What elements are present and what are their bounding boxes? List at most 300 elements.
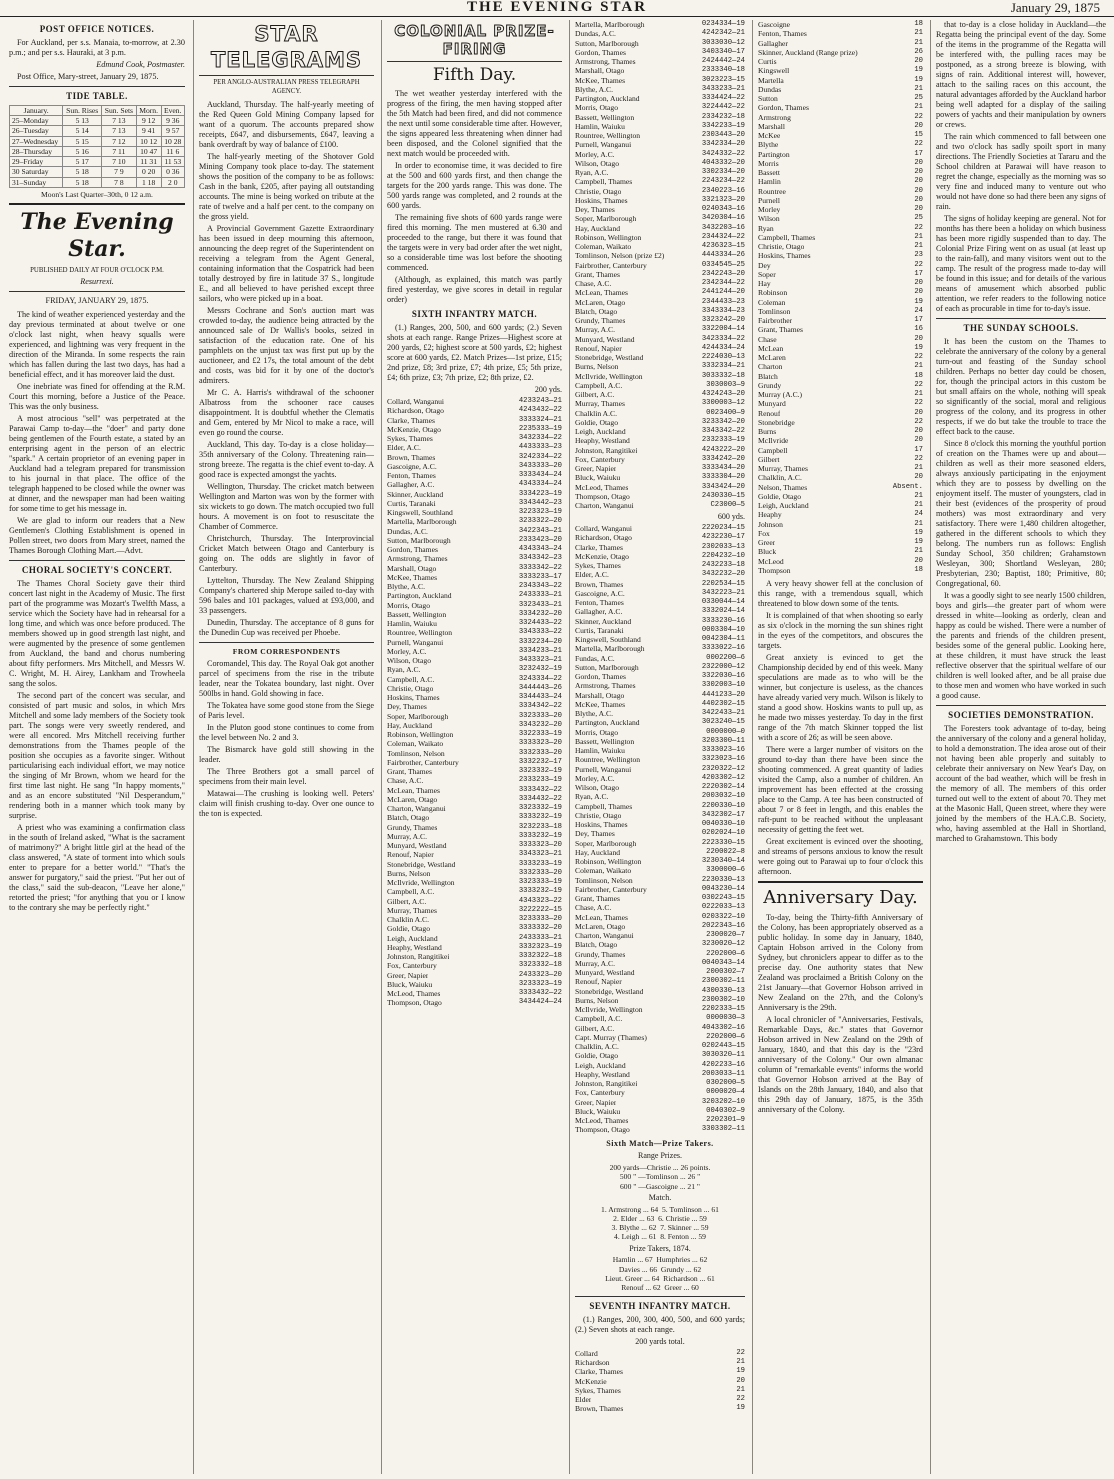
competitor-name: Curtis, Taranaki bbox=[387, 498, 436, 508]
score-value: 19 bbox=[914, 538, 923, 546]
competitor-name: Brown, Thames bbox=[575, 579, 624, 589]
score-value: 3023223—15 bbox=[701, 75, 745, 84]
masthead-title: THE EVENING STAR bbox=[466, 0, 648, 15]
score-row bbox=[575, 224, 745, 233]
tide-column-header: January. bbox=[10, 105, 63, 115]
competitor-name: Munyard bbox=[758, 399, 786, 409]
score-value: 3343232—20 bbox=[518, 720, 562, 729]
score-row bbox=[575, 251, 745, 260]
score-row bbox=[575, 131, 745, 140]
score-value: 0334545—25 bbox=[701, 260, 745, 269]
score-value: 3233323—19 bbox=[518, 979, 562, 988]
score-value: 3444443—26 bbox=[518, 683, 562, 692]
competitor-name: Nelson, Thames bbox=[758, 482, 808, 492]
tide-note: Moon's Last Quarter–30th, 0 12 a.m. bbox=[41, 189, 153, 199]
score-row bbox=[387, 758, 562, 767]
competitor-name: Murray, Thames bbox=[575, 399, 625, 409]
news-paragraph: A most atrocious "sell" was perpetrated at the Parawai Camp to-day—the "doer" and party done being gentlemen of the Fourth estate, a stated by an enterprising agent in the person of an electric "spark." A certain proprietor of an evening paper in Auckland had a telegram prepared for transmission to his journal in that place. The office of the telegraph happened to be closed while the owner was at dinner, and the newspaper man had been waiting for some time to get his message in. bbox=[9, 414, 185, 514]
score-value: 2334232—18 bbox=[701, 112, 745, 121]
anniversary-title: Anniversary Day. bbox=[763, 887, 918, 908]
fifth-day-title: Fifth Day. bbox=[432, 64, 517, 85]
score-row bbox=[575, 561, 745, 570]
score-row bbox=[758, 251, 923, 260]
score-value: 3323332—19 bbox=[518, 767, 562, 776]
score-row bbox=[387, 638, 562, 647]
score-value: 2300302—11 bbox=[701, 977, 745, 986]
score-row bbox=[387, 554, 562, 563]
score-row bbox=[387, 897, 562, 906]
score-value: 4244334—24 bbox=[701, 343, 745, 352]
score-list bbox=[758, 20, 923, 575]
score-value: 2300302—10 bbox=[701, 995, 745, 1004]
score-value: 0000020—4 bbox=[706, 1088, 745, 1097]
score-row bbox=[387, 767, 562, 776]
telegram-paragraph: A Provincial Government Gazette Extraordinary has been issued in deep mourning this afternoon, announcing the deep regret of the Superintendent on receiving a telegram from the Agent General, containing information that the Cospatrick had been totally destroyed by fire in latitude 37 S., longitude E., and all believed to have perished except three sailors, who were picked up in a boat. bbox=[199, 223, 374, 303]
score-value: 3333022—16 bbox=[701, 644, 745, 653]
score-value: 19 bbox=[914, 528, 923, 537]
score-value: 24 bbox=[914, 510, 923, 519]
tide-table bbox=[9, 105, 185, 188]
score-value: 3322030—16 bbox=[701, 672, 745, 680]
competitor-name: McLaren bbox=[758, 353, 786, 362]
competitor-name: Dundas, A.C. bbox=[387, 526, 428, 536]
score-row bbox=[575, 501, 745, 510]
score-row bbox=[575, 774, 745, 783]
score-value: 3432223—21 bbox=[701, 588, 745, 597]
score-value: 3323433—21 bbox=[518, 600, 562, 609]
competitor-name: Robinson, Wellington bbox=[387, 730, 454, 740]
competitor-name: Rountree, Wellington bbox=[575, 755, 641, 765]
score-row bbox=[575, 279, 745, 288]
score-value: 0040330—10 bbox=[701, 820, 745, 828]
competitor-name: Munyard, Westland bbox=[575, 334, 635, 344]
societies-article bbox=[936, 724, 1106, 844]
competitor-name: Murray (A.C.) bbox=[758, 390, 803, 399]
score-row bbox=[387, 989, 562, 998]
score-row bbox=[575, 196, 745, 205]
score-value: 21 bbox=[914, 464, 923, 472]
competitor-name: Hamlin, Waiuku bbox=[387, 619, 437, 629]
score-row bbox=[575, 931, 745, 940]
competitor-name: Blatch, Otago bbox=[387, 813, 430, 823]
score-value: 3224442—22 bbox=[701, 103, 745, 112]
prize-line: Lieut. Greer ... 64 Richardson ... 61 bbox=[605, 1273, 715, 1283]
competitor-name: Dey, Thames bbox=[575, 829, 615, 839]
score-value: 3432334—22 bbox=[518, 434, 562, 443]
competitor-name: McLeod, Thames bbox=[575, 1116, 629, 1125]
score-value: 4242342—21 bbox=[701, 29, 745, 38]
score-row bbox=[758, 288, 923, 297]
score-value: 0202024—10 bbox=[701, 829, 745, 838]
competitor-name: Rountree, Wellington bbox=[387, 628, 453, 638]
score-value: 3432203—16 bbox=[701, 223, 745, 232]
score-value: 3433323—21 bbox=[518, 656, 562, 665]
column-1 bbox=[4, 20, 190, 1474]
correspondent-reports bbox=[199, 659, 374, 819]
score-row bbox=[758, 57, 923, 66]
competitor-name: Blatch bbox=[758, 371, 778, 381]
score-value: 3334223—19 bbox=[518, 489, 562, 498]
score-value: 0042304—11 bbox=[701, 635, 745, 643]
competitor-name: Morley, A.C. bbox=[575, 773, 615, 783]
competitor-name: Stonebridge, Westland bbox=[387, 859, 456, 869]
choral-article bbox=[9, 579, 185, 913]
score-row bbox=[575, 168, 745, 177]
score-row bbox=[387, 712, 562, 721]
score-value: 3423334—22 bbox=[701, 334, 745, 343]
competitor-name: McLean, Thames bbox=[575, 288, 628, 298]
score-row bbox=[387, 582, 562, 591]
seventh-match-description: (1.) Ranges, 200, 300, 400, 500, and 600 yards; (2.) Seven shots at each range. bbox=[575, 1315, 745, 1335]
score-row bbox=[758, 566, 923, 575]
score-row bbox=[387, 443, 562, 452]
score-value: 0330044—14 bbox=[701, 598, 745, 606]
competitor-name: Skinner, Auckland (Range prize) bbox=[758, 47, 858, 57]
competitor-name: Hamlin bbox=[758, 177, 781, 187]
competitor-name: Burns, Nelson bbox=[387, 868, 431, 878]
competitor-name: Campbell, A.C. bbox=[575, 380, 623, 390]
competitor-name: Richardson bbox=[575, 1358, 610, 1368]
post-office-dateline: Post Office, Mary-street, January 29, 1875. bbox=[17, 71, 159, 81]
score-row bbox=[575, 607, 745, 616]
score-row bbox=[575, 436, 745, 445]
competitor-name: McLaren, Otago bbox=[575, 297, 626, 307]
score-row bbox=[758, 399, 923, 408]
score-value: 2202000—6 bbox=[706, 949, 745, 958]
score-row bbox=[575, 885, 745, 894]
tide-cell: 9 57 bbox=[161, 126, 185, 136]
competitor-name: McLean, Thames bbox=[387, 785, 440, 795]
score-row bbox=[575, 792, 745, 801]
competitor-name: Coleman, Waikato bbox=[387, 739, 444, 749]
tide-row bbox=[10, 126, 185, 136]
score-row bbox=[387, 823, 562, 832]
score-value: 21 bbox=[914, 491, 923, 500]
score-value: 3332024—14 bbox=[701, 607, 745, 616]
competitor-name: Kingswell bbox=[758, 66, 790, 76]
news-paragraph: The signs of holiday keeping are general. Not for months has there been a holiday on which business has been more rigidly suspended than to day. The Colonial Prize Firing went on as usual (at least up to the rain-fall), and many visitors went out to the camp. The result of the progress made to-day will be found in this issue; and for details of the various means of amusement which absorbed public attention, we refer readers to the following notice of each as procurable in time for to-day's issue. bbox=[936, 214, 1106, 313]
score-row bbox=[575, 335, 745, 344]
competitor-name: Campbell, Thames bbox=[575, 177, 633, 187]
sixth-match-heading: SIXTH INFANTRY MATCH. bbox=[411, 309, 538, 320]
score-value: 2202534—15 bbox=[701, 579, 745, 588]
competitor-name: Grundy bbox=[758, 380, 782, 390]
score-value: 3033030—12 bbox=[701, 38, 745, 47]
score-row bbox=[575, 987, 745, 996]
competitor-name: Grant, Thames bbox=[575, 894, 620, 903]
competitor-name: Clarke, Thames bbox=[575, 1367, 623, 1377]
score-row bbox=[387, 527, 562, 536]
competitor-name: Elder, A.C. bbox=[387, 443, 421, 453]
news-paragraph: In order to economise time, it was decided to fire at the 500 and 600 yards first, and then change the targets for the 200 yards range. This was done. The 500 yards range was completed, and 2 rounds at the 600 yards. bbox=[387, 161, 562, 211]
tide-cell: 7 13 bbox=[102, 126, 137, 136]
score-value: 2204232—10 bbox=[701, 551, 745, 560]
score-row bbox=[387, 591, 562, 600]
competitor-name: Curtis, Taranaki bbox=[575, 625, 624, 635]
score-row bbox=[575, 700, 745, 709]
tide-cell: 0 36 bbox=[161, 167, 185, 177]
score-value: 20 bbox=[914, 279, 923, 287]
score-value: 3300003—12 bbox=[701, 399, 745, 408]
prize-line: Hamlin ... 67 Humphries ... 62 bbox=[612, 1255, 708, 1265]
score-row bbox=[387, 804, 562, 813]
competitor-name: Hay bbox=[758, 279, 771, 288]
competitor-name: Robinson, Wellington bbox=[575, 857, 642, 866]
competitor-name: Campbell, Thames bbox=[575, 801, 633, 811]
competitor-name: Robinson, Wellington bbox=[575, 232, 642, 242]
competitor-name: Clarke, Thames bbox=[387, 415, 435, 425]
score-row bbox=[575, 94, 745, 103]
score-value: 3433333—20 bbox=[518, 461, 562, 470]
tide-cell: 9 12 bbox=[136, 116, 161, 126]
score-row bbox=[575, 1024, 745, 1033]
score-value: 3422343—21 bbox=[518, 526, 562, 535]
score-row bbox=[387, 619, 562, 628]
score-row bbox=[575, 177, 745, 186]
competitor-name: Bassett, Wellington bbox=[575, 736, 635, 746]
score-row bbox=[758, 464, 923, 473]
competitor-name: Chase bbox=[758, 334, 777, 344]
competitor-name: Goldie, Otago bbox=[575, 1051, 619, 1061]
paper-nameplate: The Evening Star. bbox=[20, 209, 174, 263]
prize-line: 1. Armstrong ... 64 5. Tomlinson ... 61 bbox=[601, 1204, 719, 1214]
competitor-name: Stonebridge bbox=[758, 417, 795, 427]
score-list bbox=[575, 524, 745, 1135]
competitor-name: Bassett, Wellington bbox=[387, 609, 447, 619]
score-value: 4236323—15 bbox=[701, 242, 745, 250]
score-value: 3302003—10 bbox=[701, 681, 745, 690]
score-value: 19 bbox=[914, 66, 923, 75]
score-value: 20 bbox=[914, 177, 923, 186]
score-value: 4343334—24 bbox=[518, 480, 562, 489]
competitor-name: McIlvride, Wellington bbox=[575, 1005, 643, 1014]
score-value: 2342344—22 bbox=[701, 279, 745, 287]
score-value: 22 bbox=[914, 380, 923, 389]
score-value: 0043230—14 bbox=[701, 884, 745, 893]
score-row bbox=[387, 647, 562, 656]
anniversary-article bbox=[758, 913, 923, 1115]
competitor-name: Purnell, Wanganui bbox=[387, 637, 444, 647]
divider bbox=[9, 560, 185, 561]
competitor-name: Murray, Thames bbox=[387, 905, 437, 915]
score-value: 3323333—19 bbox=[518, 878, 562, 887]
competitor-name: Martella, Marlborough bbox=[387, 517, 457, 527]
score-value: 3203300—11 bbox=[701, 736, 745, 745]
score-row bbox=[575, 783, 745, 792]
agency-line: PER ANGLO-AUSTRALIAN PRESS TELEGRAPH AGENCY. bbox=[213, 79, 360, 95]
competitor-name: Armstrong, Thames bbox=[575, 57, 636, 66]
score-value: 0302243—15 bbox=[701, 894, 745, 902]
score-value: 20 bbox=[914, 186, 923, 195]
score-row bbox=[575, 524, 745, 533]
score-value: 3420304—16 bbox=[701, 214, 745, 223]
score-value: 4043332—20 bbox=[701, 158, 745, 167]
telegram-paragraph: The half-yearly meeting of the Shotover Gold Mining Company took place to-day. The statement shows the position of the company to be as follows: Cash in the bank, £205, after paying all outstanding accounts. The mine is being worked on tribute at the rate of twelve and a half per cent. to the company on the gross yield. bbox=[199, 151, 374, 221]
score-row bbox=[575, 113, 745, 122]
competitor-name: Dey, Thames bbox=[387, 702, 427, 712]
competitor-name: Grundy, Thames bbox=[575, 316, 626, 325]
divider bbox=[758, 881, 923, 883]
competitor-name: Hamlin, Waiuku bbox=[575, 121, 625, 131]
score-row bbox=[575, 446, 745, 455]
score-row bbox=[575, 353, 745, 362]
news-paragraph: (Although, as explained, this match was partly fired yesterday, we give scores in detail in regular order) bbox=[387, 275, 562, 305]
choral-heading: CHORAL SOCIETY'S CONCERT. bbox=[21, 565, 173, 576]
score-value: 3233333—20 bbox=[518, 915, 562, 924]
competitor-name: Purnell bbox=[758, 195, 780, 205]
competitor-name: Partington, Auckland bbox=[575, 718, 640, 728]
competitor-name: Morris bbox=[758, 158, 779, 168]
competitor-name: McIlvride bbox=[758, 436, 789, 446]
divider bbox=[9, 291, 185, 292]
competitor-name: Leigh, Auckland bbox=[575, 1060, 626, 1070]
score-row bbox=[758, 85, 923, 94]
score-value: 4441233—20 bbox=[701, 690, 745, 699]
score-value: 3222222—15 bbox=[518, 905, 562, 914]
score-value: 19 bbox=[914, 297, 923, 306]
score-value: 21 bbox=[736, 1385, 745, 1394]
score-value: 19 bbox=[736, 1367, 745, 1376]
competitor-name: Fenton, Thames bbox=[387, 471, 436, 481]
score-value: 3303302—11 bbox=[701, 1125, 745, 1134]
score-value: 20 bbox=[736, 1376, 745, 1385]
score-row bbox=[758, 538, 923, 547]
score-value: 20 bbox=[914, 168, 923, 176]
score-row bbox=[575, 270, 745, 279]
score-value: 2302033—13 bbox=[701, 542, 745, 551]
score-value: 3332322—18 bbox=[518, 952, 562, 961]
score-value: 2432233—18 bbox=[701, 561, 745, 569]
tide-cell: 9 41 bbox=[136, 126, 161, 136]
divider bbox=[575, 1296, 745, 1297]
competitor-name: Blythe, A.C. bbox=[575, 84, 613, 94]
tide-cell: 7 11 bbox=[102, 146, 137, 156]
telegram-paragraph: Christchurch, Thursday. The Interprovincial Cricket Match between Otago and Canterbury is going on. The odds are slightly in favor of Canterbury. bbox=[199, 533, 374, 573]
score-value: 21 bbox=[914, 84, 923, 93]
score-row bbox=[758, 418, 923, 427]
telegrams bbox=[199, 100, 374, 638]
score-value: 4232230—17 bbox=[701, 533, 745, 542]
competitor-name: McLean bbox=[758, 343, 784, 353]
score-value: 3333304—20 bbox=[701, 473, 745, 482]
score-row bbox=[575, 903, 745, 912]
score-row bbox=[575, 85, 745, 94]
score-row bbox=[575, 20, 745, 29]
score-row bbox=[575, 959, 745, 968]
competitor-name: Hay, Auckland bbox=[575, 223, 621, 233]
score-value: 3343333—22 bbox=[518, 628, 562, 637]
score-row bbox=[758, 372, 923, 381]
competitor-name: Purnell, Wanganui bbox=[575, 764, 632, 774]
score-value: 3243334—22 bbox=[518, 674, 562, 683]
score-row bbox=[575, 1367, 745, 1376]
score-value: 3333232—19 bbox=[518, 813, 562, 822]
divider bbox=[199, 642, 374, 643]
score-row bbox=[387, 425, 562, 434]
score-value: 3333432—22 bbox=[518, 989, 562, 998]
score-value: 3342334—20 bbox=[701, 140, 745, 149]
score-row bbox=[575, 233, 745, 242]
news-paragraph: The Bismarck have gold still showing in the leader. bbox=[199, 745, 374, 765]
score-list bbox=[575, 1349, 745, 1414]
tide-column-header: Morn. bbox=[136, 105, 161, 115]
competitor-name: McLeod, Thames bbox=[387, 989, 441, 999]
score-value: 23 bbox=[914, 251, 923, 260]
range-prizes bbox=[575, 1163, 745, 1191]
score-row bbox=[387, 545, 562, 554]
competitor-name: Partington, Auckland bbox=[387, 591, 452, 601]
score-row bbox=[575, 820, 745, 829]
competitor-name: Rountree, Wellington bbox=[575, 131, 641, 140]
score-row bbox=[575, 307, 745, 316]
tide-cell: 5 16 bbox=[63, 146, 102, 156]
score-value: 18 bbox=[914, 565, 923, 574]
competitor-name: Kingswell, Southland bbox=[387, 508, 453, 518]
score-value: 20 bbox=[914, 436, 923, 445]
score-row bbox=[575, 552, 745, 561]
competitor-name: Marshall, Otago bbox=[575, 66, 625, 76]
score-row bbox=[575, 325, 745, 334]
score-value: 2003032—10 bbox=[701, 792, 745, 801]
news-paragraph: One inebriate was fined for offending at the R.M. Court this morning, before a Justice of the Peace. This was the only business. bbox=[9, 382, 185, 412]
competitor-name: Brown, Thames bbox=[387, 452, 436, 462]
news-paragraph: A very heavy shower fell at the conclusion of this range, with a tremendous squall, which threatened to blow down some of the tents. bbox=[758, 579, 923, 608]
score-value: 3332333—20 bbox=[518, 868, 562, 877]
competitor-name: Sykes, Thames bbox=[575, 561, 621, 570]
score-row bbox=[387, 564, 562, 573]
competitor-name: Clarke, Thames bbox=[575, 542, 623, 552]
score-row bbox=[575, 1377, 745, 1386]
competitor-name: Curtis bbox=[758, 57, 777, 66]
competitor-name: McLaren, Otago bbox=[387, 794, 438, 804]
tide-row bbox=[10, 116, 185, 126]
competitor-name: Hay, Auckland bbox=[387, 720, 433, 730]
score-value: 4203302—12 bbox=[701, 773, 745, 782]
score-value: 17 bbox=[914, 316, 923, 324]
score-value: 21 bbox=[914, 547, 923, 556]
competitor-name: Purnell, Wanganui bbox=[575, 140, 632, 150]
score-row bbox=[758, 224, 923, 233]
score-value: 3343442—23 bbox=[518, 498, 562, 507]
masthead bbox=[0, 0, 1114, 17]
score-row bbox=[758, 335, 923, 344]
score-row bbox=[575, 626, 745, 635]
prize-takers-1874-label: Prize Takers, 1874. bbox=[629, 1243, 691, 1253]
competitor-name: Grundy, Thames bbox=[387, 822, 438, 832]
score-value: 3232432—19 bbox=[518, 665, 562, 674]
score-row bbox=[575, 473, 745, 482]
score-row bbox=[575, 598, 745, 607]
competitor-name: Fenton, Thames bbox=[758, 29, 807, 39]
competitor-name: Tomlinson, Nelson bbox=[387, 748, 445, 758]
score-row bbox=[575, 950, 745, 959]
competitor-name: Martella, Marlborough bbox=[575, 644, 645, 654]
score-value: 3232233—18 bbox=[518, 822, 562, 831]
score-value: 3334242—20 bbox=[701, 454, 745, 463]
score-value: 3343334—23 bbox=[701, 306, 745, 315]
score-row bbox=[387, 841, 562, 850]
score-value: 4043302—16 bbox=[701, 1023, 745, 1032]
score-row bbox=[758, 261, 923, 270]
column-5 bbox=[752, 20, 928, 1474]
score-value: 21 bbox=[736, 1358, 745, 1367]
competitor-name: Campbell, A.C. bbox=[387, 887, 435, 897]
score-value: 2333233—19 bbox=[518, 776, 562, 785]
score-row bbox=[387, 730, 562, 739]
competitor-name: Ryan, A.C. bbox=[575, 168, 609, 177]
score-value: 22 bbox=[914, 399, 923, 408]
score-row bbox=[387, 490, 562, 499]
